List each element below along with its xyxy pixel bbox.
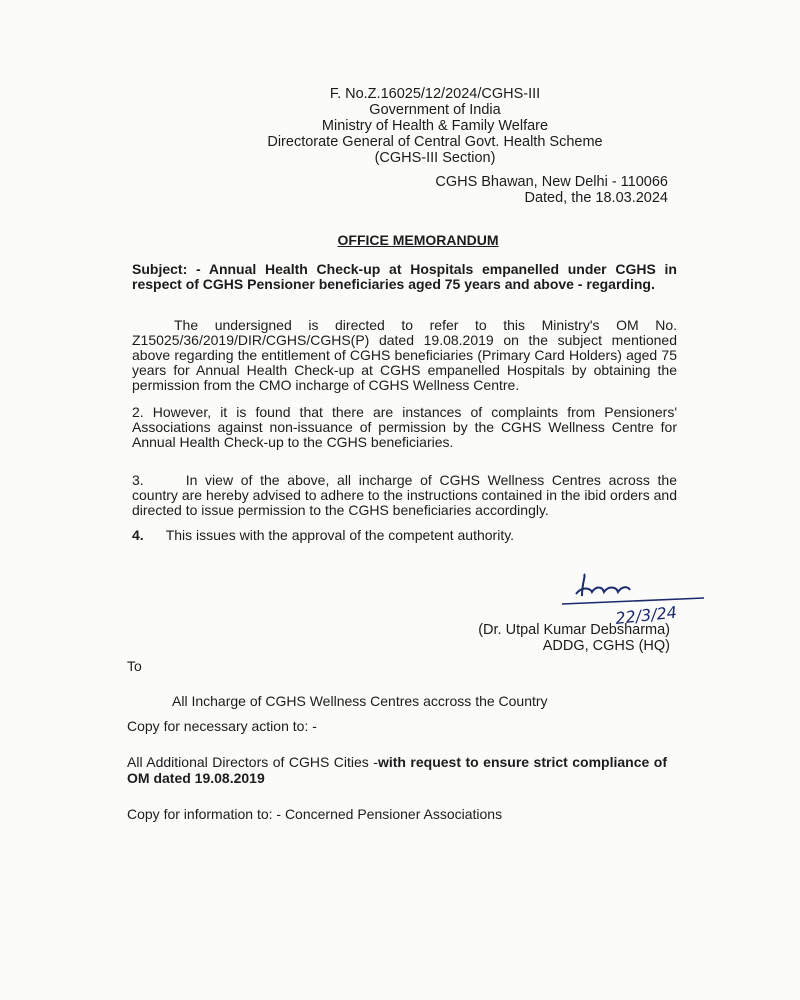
office-address: CGHS Bhawan, New Delhi - 110066 bbox=[435, 174, 668, 190]
paragraph-2-text: However, it is found that there are instances of complaints from Pensioners' Associations against non-issuance of permission by the CGHS Wellness Centre for Annual Health Check-up to the CGHS beneficiaries. bbox=[132, 404, 677, 450]
ministry-line: Ministry of Health & Family Welfare bbox=[321, 118, 549, 134]
place-and-date bbox=[435, 174, 668, 206]
signatory-block bbox=[478, 622, 670, 654]
subject-line: Subject: - Annual Health Check-up at Hospitals empanelled under CGHS in respect of CGHS Pensioner beneficiaries aged 75 years and above - regarding. bbox=[132, 261, 677, 292]
paragraph-3-text: In view of the above, all incharge of CGHS Wellness Centres across the country are hereby advised to adhere to the instructions contained in the ibid orders and directed to issue permission to the CGHS beneficiaries accordingly. bbox=[132, 472, 677, 518]
copy-action-label: Copy for necessary action to: - bbox=[127, 718, 317, 734]
additional-directors-request: with request to ensure strict compliance of OM dated 19.08.2019 bbox=[127, 754, 667, 786]
letterhead bbox=[200, 86, 670, 166]
file-number: F. No.Z.16025/12/2024/CGHS-III bbox=[329, 86, 541, 102]
signature-date-handwritten: 22/3/24 bbox=[614, 602, 678, 628]
copy-info-line: Copy for information to: - Concerned Pensioner Associations bbox=[127, 806, 503, 822]
government-line: Government of India bbox=[369, 102, 501, 118]
paragraph-1 bbox=[132, 318, 677, 393]
directorate-line: Directorate General of Central Govt. Health Scheme bbox=[267, 134, 603, 150]
paragraph-3-number: 3. bbox=[132, 472, 144, 488]
to-recipient: All Incharge of CGHS Wellness Centres accross the Country bbox=[172, 693, 548, 709]
paragraph-1-text: The undersigned is directed to refer to this Ministry's OM No. Z15025/36/2019/DIR/CGHS/CGHS(P) dated 19.08.2019 on the subject mentioned above regarding the entitlement of CGHS beneficiaries (Primary Card Holders) aged 75 years for Annual Health Check-up at CGHS empanelled Hospitals by obtaining the permission from the CMO incharge of CGHS Wellness Centre. bbox=[132, 317, 677, 393]
to-label: To bbox=[127, 658, 142, 674]
signatory-name: (Dr. Utpal Kumar Debsharma) bbox=[478, 622, 670, 638]
memo-date: Dated, the 18.03.2024 bbox=[524, 190, 668, 206]
additional-directors-prefix: All Additional Directors of CGHS Cities - bbox=[127, 754, 378, 770]
memo-title: OFFICE MEMORANDUM bbox=[337, 232, 499, 248]
paragraph-4 bbox=[132, 528, 677, 543]
paragraph-2 bbox=[132, 405, 677, 450]
paragraph-2-number: 2. bbox=[132, 404, 144, 420]
paragraph-3 bbox=[132, 473, 677, 518]
paragraph-4-text: This issues with the approval of the competent authority. bbox=[165, 527, 515, 543]
signatory-designation: ADDG, CGHS (HQ) bbox=[542, 638, 670, 654]
additional-directors-line bbox=[127, 754, 667, 786]
paragraph-4-number: 4. bbox=[132, 527, 144, 543]
section-line: (CGHS-III Section) bbox=[374, 150, 496, 166]
